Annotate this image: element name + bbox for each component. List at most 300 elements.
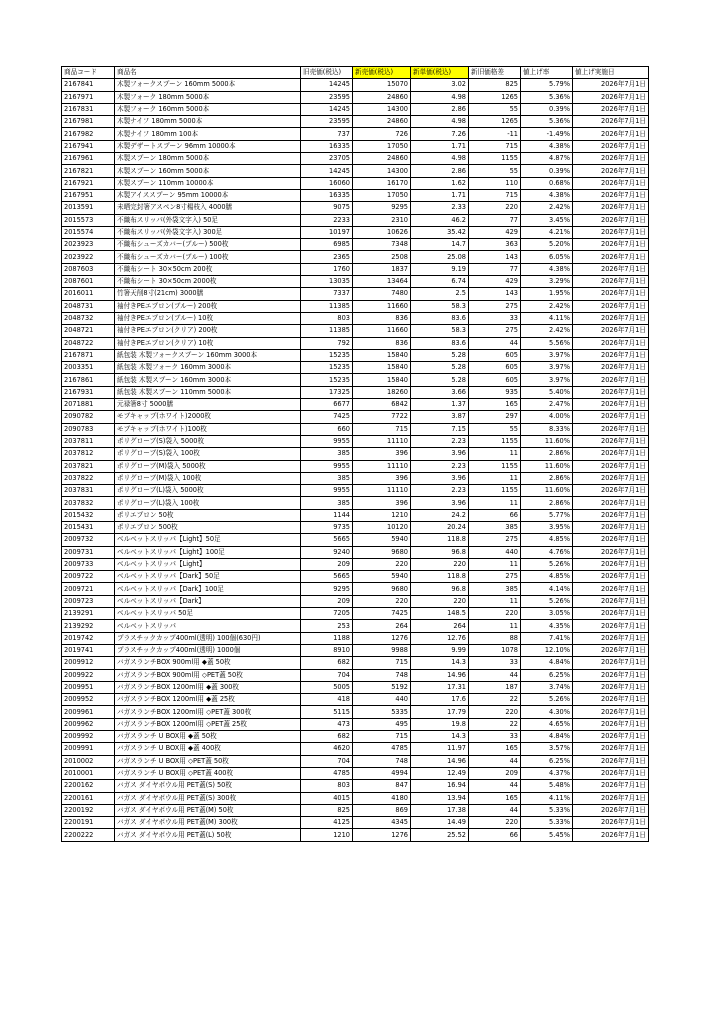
cell-product-code: 2010001 bbox=[62, 767, 115, 779]
cell-new-price: 2508 bbox=[353, 251, 411, 263]
cell-increase-rate: 4.38% bbox=[521, 140, 573, 152]
cell-product-code: 2037821 bbox=[62, 460, 115, 472]
cell-increase-rate: 6.05% bbox=[521, 251, 573, 263]
cell-product-code: 2200162 bbox=[62, 780, 115, 792]
cell-new-price: 17050 bbox=[353, 189, 411, 201]
cell-product-code: 2167831 bbox=[62, 103, 115, 115]
cell-new-unit-price: 3.87 bbox=[411, 411, 469, 423]
cell-new-price: 15840 bbox=[353, 374, 411, 386]
cell-increase-rate: 4.84% bbox=[521, 657, 573, 669]
cell-product-code: 2087603 bbox=[62, 263, 115, 275]
table-row bbox=[62, 694, 649, 706]
cell-product-name: 木製アイススプーン 95mm 10000本 bbox=[115, 189, 301, 201]
table-row bbox=[62, 312, 649, 324]
cell-new-unit-price: 14.49 bbox=[411, 817, 469, 829]
cell-old-price: 14245 bbox=[301, 103, 353, 115]
cell-effective-date: 2026年7月1日 bbox=[573, 755, 649, 767]
cell-price-difference: 66 bbox=[469, 829, 521, 841]
cell-new-price: 220 bbox=[353, 595, 411, 607]
cell-increase-rate: 4.30% bbox=[521, 706, 573, 718]
cell-price-difference: 33 bbox=[469, 731, 521, 743]
table-row bbox=[62, 239, 649, 251]
cell-effective-date: 2026年7月1日 bbox=[573, 657, 649, 669]
table-row bbox=[62, 435, 649, 447]
cell-product-name: バガス ダイヤボウル用 PET蓋(M) 50枚 bbox=[115, 804, 301, 816]
cell-product-code: 2009722 bbox=[62, 571, 115, 583]
cell-effective-date: 2026年7月1日 bbox=[573, 706, 649, 718]
cell-product-name: ポリグローブ(M)袋入 5000枚 bbox=[115, 460, 301, 472]
cell-old-price: 385 bbox=[301, 497, 353, 509]
cell-price-difference: 143 bbox=[469, 251, 521, 263]
cell-effective-date: 2026年7月1日 bbox=[573, 448, 649, 460]
cell-new-price: 7348 bbox=[353, 239, 411, 251]
cell-new-price: 15840 bbox=[353, 362, 411, 374]
cell-product-code: 2037822 bbox=[62, 472, 115, 484]
cell-effective-date: 2026年7月1日 bbox=[573, 743, 649, 755]
cell-product-name: ベルベットスリッパ【Light】50足 bbox=[115, 534, 301, 546]
cell-increase-rate: 4.38% bbox=[521, 263, 573, 275]
cell-price-difference: 11 bbox=[469, 558, 521, 570]
cell-effective-date: 2026年7月1日 bbox=[573, 411, 649, 423]
cell-new-price: 9680 bbox=[353, 583, 411, 595]
cell-price-difference: 77 bbox=[469, 214, 521, 226]
cell-price-difference: 22 bbox=[469, 694, 521, 706]
cell-product-code: 2009731 bbox=[62, 546, 115, 558]
table-row bbox=[62, 632, 649, 644]
cell-new-price: 4994 bbox=[353, 767, 411, 779]
cell-product-code: 2037831 bbox=[62, 485, 115, 497]
cell-increase-rate: 2.86% bbox=[521, 448, 573, 460]
table-row bbox=[62, 362, 649, 374]
table-row bbox=[62, 374, 649, 386]
cell-old-price: 792 bbox=[301, 337, 353, 349]
cell-price-difference: 88 bbox=[469, 632, 521, 644]
table-row bbox=[62, 743, 649, 755]
cell-effective-date: 2026年7月1日 bbox=[573, 153, 649, 165]
cell-product-name: ポリエプロン 50枚 bbox=[115, 509, 301, 521]
table-row bbox=[62, 448, 649, 460]
cell-new-price: 715 bbox=[353, 731, 411, 743]
cell-old-price: 253 bbox=[301, 620, 353, 632]
cell-old-price: 6677 bbox=[301, 399, 353, 411]
cell-new-unit-price: 3.66 bbox=[411, 386, 469, 398]
cell-new-price: 1210 bbox=[353, 509, 411, 521]
cell-old-price: 385 bbox=[301, 472, 353, 484]
cell-effective-date: 2026年7月1日 bbox=[573, 767, 649, 779]
cell-product-name: 紙包装 木製スプーン 110mm 5000本 bbox=[115, 386, 301, 398]
table-row bbox=[62, 140, 649, 152]
cell-new-price: 869 bbox=[353, 804, 411, 816]
cell-product-name: プラスチックカップ400ml(透明) 1000個 bbox=[115, 644, 301, 656]
cell-product-code: 2167821 bbox=[62, 165, 115, 177]
table-row bbox=[62, 817, 649, 829]
cell-product-name: ポリグローブ(S)袋入 100枚 bbox=[115, 448, 301, 460]
cell-new-price: 24860 bbox=[353, 116, 411, 128]
table-row bbox=[62, 718, 649, 730]
table-row bbox=[62, 485, 649, 497]
table-row bbox=[62, 79, 649, 91]
cell-price-difference: 220 bbox=[469, 706, 521, 718]
cell-old-price: 209 bbox=[301, 558, 353, 570]
table-row bbox=[62, 620, 649, 632]
cell-product-name: 木製フォークスプーン 160mm 5000本 bbox=[115, 79, 301, 91]
cell-old-price: 4785 bbox=[301, 767, 353, 779]
cell-product-code: 2009952 bbox=[62, 694, 115, 706]
cell-product-name: バガス ダイヤボウル用 PET蓋(L) 50枚 bbox=[115, 829, 301, 841]
cell-new-price: 715 bbox=[353, 423, 411, 435]
cell-product-code: 2009951 bbox=[62, 681, 115, 693]
cell-new-price: 7480 bbox=[353, 288, 411, 300]
cell-effective-date: 2026年7月1日 bbox=[573, 829, 649, 841]
cell-price-difference: -11 bbox=[469, 128, 521, 140]
table-row bbox=[62, 177, 649, 189]
cell-new-unit-price: 13.94 bbox=[411, 792, 469, 804]
cell-increase-rate: 5.33% bbox=[521, 804, 573, 816]
cell-new-price: 495 bbox=[353, 718, 411, 730]
cell-product-name: ベルベットスリッパ【Dark】 bbox=[115, 595, 301, 607]
cell-new-price: 5940 bbox=[353, 534, 411, 546]
cell-effective-date: 2026年7月1日 bbox=[573, 325, 649, 337]
cell-new-unit-price: 4.98 bbox=[411, 116, 469, 128]
cell-product-name: バガス ダイヤボウル用 PET蓋(S) 300枚 bbox=[115, 792, 301, 804]
table-row bbox=[62, 657, 649, 669]
cell-old-price: 7337 bbox=[301, 288, 353, 300]
cell-product-code: 2009721 bbox=[62, 583, 115, 595]
cell-product-code: 2167861 bbox=[62, 374, 115, 386]
cell-new-price: 396 bbox=[353, 497, 411, 509]
cell-new-unit-price: 1.37 bbox=[411, 399, 469, 411]
cell-new-price: 14300 bbox=[353, 165, 411, 177]
price-revision-table bbox=[61, 66, 649, 842]
cell-new-unit-price: 20.24 bbox=[411, 521, 469, 533]
cell-old-price: 5005 bbox=[301, 681, 353, 693]
cell-effective-date: 2026年7月1日 bbox=[573, 620, 649, 632]
cell-product-code: 2023922 bbox=[62, 251, 115, 263]
cell-increase-rate: 3.74% bbox=[521, 681, 573, 693]
cell-new-unit-price: 2.23 bbox=[411, 435, 469, 447]
cell-new-unit-price: 46.2 bbox=[411, 214, 469, 226]
cell-product-name: ポリグローブ(S)袋入 5000枚 bbox=[115, 435, 301, 447]
cell-price-difference: 715 bbox=[469, 189, 521, 201]
cell-product-code: 2167841 bbox=[62, 79, 115, 91]
cell-product-name: バガスランチ U BOX用 ◇PET蓋 400枚 bbox=[115, 767, 301, 779]
cell-old-price: 8910 bbox=[301, 644, 353, 656]
cell-new-price: 6842 bbox=[353, 399, 411, 411]
cell-product-code: 2003351 bbox=[62, 362, 115, 374]
cell-increase-rate: 4.14% bbox=[521, 583, 573, 595]
cell-product-name: 不織布スリッパ(外袋文字入) 300足 bbox=[115, 226, 301, 238]
cell-increase-rate: 3.97% bbox=[521, 349, 573, 361]
cell-new-unit-price: 264 bbox=[411, 620, 469, 632]
cell-new-price: 7425 bbox=[353, 608, 411, 620]
cell-new-price: 17050 bbox=[353, 140, 411, 152]
cell-new-unit-price: 220 bbox=[411, 558, 469, 570]
cell-new-unit-price: 58.3 bbox=[411, 300, 469, 312]
cell-increase-rate: 3.57% bbox=[521, 743, 573, 755]
cell-old-price: 11385 bbox=[301, 325, 353, 337]
cell-increase-rate: 8.33% bbox=[521, 423, 573, 435]
cell-price-difference: 11 bbox=[469, 595, 521, 607]
cell-old-price: 14245 bbox=[301, 165, 353, 177]
table-row bbox=[62, 386, 649, 398]
cell-product-name: ベルベットスリッパ【Dark】100足 bbox=[115, 583, 301, 595]
cell-price-difference: 11 bbox=[469, 472, 521, 484]
cell-price-difference: 935 bbox=[469, 386, 521, 398]
cell-old-price: 23595 bbox=[301, 91, 353, 103]
table-row bbox=[62, 644, 649, 656]
cell-new-price: 10626 bbox=[353, 226, 411, 238]
cell-new-price: 11110 bbox=[353, 485, 411, 497]
cell-old-price: 7425 bbox=[301, 411, 353, 423]
cell-new-price: 15070 bbox=[353, 79, 411, 91]
cell-effective-date: 2026年7月1日 bbox=[573, 595, 649, 607]
cell-old-price: 704 bbox=[301, 669, 353, 681]
cell-new-price: 1837 bbox=[353, 263, 411, 275]
cell-product-name: 木製スプーン 110mm 10000本 bbox=[115, 177, 301, 189]
cell-price-difference: 275 bbox=[469, 325, 521, 337]
cell-price-difference: 55 bbox=[469, 103, 521, 115]
cell-product-code: 2037811 bbox=[62, 435, 115, 447]
cell-increase-rate: 3.97% bbox=[521, 362, 573, 374]
cell-product-name: 木製フォーク 180mm 5000本 bbox=[115, 91, 301, 103]
table-row bbox=[62, 411, 649, 423]
cell-product-name: 木製ナイフ 180mm 5000本 bbox=[115, 116, 301, 128]
cell-product-code: 2048722 bbox=[62, 337, 115, 349]
cell-price-difference: 187 bbox=[469, 681, 521, 693]
cell-product-name: バガスランチ U BOX用 ◆蓋 400枚 bbox=[115, 743, 301, 755]
cell-product-code: 2200222 bbox=[62, 829, 115, 841]
table-row bbox=[62, 546, 649, 558]
cell-product-name: 竹箸天削8寸(21cm) 3000膳 bbox=[115, 288, 301, 300]
cell-price-difference: 825 bbox=[469, 79, 521, 91]
cell-price-difference: 11 bbox=[469, 620, 521, 632]
cell-increase-rate: 5.33% bbox=[521, 817, 573, 829]
cell-increase-rate: 4.38% bbox=[521, 189, 573, 201]
cell-price-difference: 55 bbox=[469, 423, 521, 435]
cell-new-unit-price: 24.2 bbox=[411, 509, 469, 521]
table-row bbox=[62, 780, 649, 792]
table-row bbox=[62, 288, 649, 300]
cell-effective-date: 2026年7月1日 bbox=[573, 558, 649, 570]
cell-new-unit-price: 2.5 bbox=[411, 288, 469, 300]
cell-price-difference: 66 bbox=[469, 509, 521, 521]
cell-new-unit-price: 25.08 bbox=[411, 251, 469, 263]
table-row bbox=[62, 829, 649, 841]
cell-old-price: 704 bbox=[301, 755, 353, 767]
cell-product-code: 2087601 bbox=[62, 276, 115, 288]
cell-effective-date: 2026年7月1日 bbox=[573, 804, 649, 816]
cell-increase-rate: 5.79% bbox=[521, 79, 573, 91]
table-row bbox=[62, 399, 649, 411]
cell-price-difference: 605 bbox=[469, 374, 521, 386]
cell-product-name: バガス ダイヤボウル用 PET蓋(M) 300枚 bbox=[115, 817, 301, 829]
cell-price-difference: 44 bbox=[469, 804, 521, 816]
cell-old-price: 1210 bbox=[301, 829, 353, 841]
cell-product-code: 2200192 bbox=[62, 804, 115, 816]
cell-new-unit-price: 118.8 bbox=[411, 571, 469, 583]
cell-product-name: 木製ナイフ 180mm 100本 bbox=[115, 128, 301, 140]
cell-effective-date: 2026年7月1日 bbox=[573, 128, 649, 140]
cell-product-code: 2167981 bbox=[62, 116, 115, 128]
cell-new-price: 11660 bbox=[353, 325, 411, 337]
cell-new-price: 1276 bbox=[353, 829, 411, 841]
cell-product-name: 元禄箸8寸 5000膳 bbox=[115, 399, 301, 411]
cell-price-difference: 429 bbox=[469, 276, 521, 288]
cell-effective-date: 2026年7月1日 bbox=[573, 571, 649, 583]
cell-old-price: 10197 bbox=[301, 226, 353, 238]
cell-new-price: 7722 bbox=[353, 411, 411, 423]
cell-effective-date: 2026年7月1日 bbox=[573, 472, 649, 484]
table-row bbox=[62, 251, 649, 263]
table-row bbox=[62, 460, 649, 472]
cell-increase-rate: 5.40% bbox=[521, 386, 573, 398]
cell-product-name: 不織布シューズカバー(ブルー) 500枚 bbox=[115, 239, 301, 251]
cell-effective-date: 2026年7月1日 bbox=[573, 140, 649, 152]
table-row bbox=[62, 534, 649, 546]
cell-increase-rate: 2.42% bbox=[521, 202, 573, 214]
cell-product-code: 2037832 bbox=[62, 497, 115, 509]
cell-product-code: 2167951 bbox=[62, 189, 115, 201]
cell-effective-date: 2026年7月1日 bbox=[573, 239, 649, 251]
cell-old-price: 803 bbox=[301, 780, 353, 792]
cell-old-price: 11385 bbox=[301, 300, 353, 312]
cell-effective-date: 2026年7月1日 bbox=[573, 485, 649, 497]
cell-old-price: 385 bbox=[301, 448, 353, 460]
cell-old-price: 4125 bbox=[301, 817, 353, 829]
cell-increase-rate: 1.95% bbox=[521, 288, 573, 300]
cell-increase-rate: 4.00% bbox=[521, 411, 573, 423]
table-row bbox=[62, 189, 649, 201]
cell-old-price: 418 bbox=[301, 694, 353, 706]
table-row bbox=[62, 263, 649, 275]
cell-new-price: 24860 bbox=[353, 91, 411, 103]
cell-new-unit-price: 58.3 bbox=[411, 325, 469, 337]
cell-price-difference: 44 bbox=[469, 780, 521, 792]
cell-old-price: 209 bbox=[301, 595, 353, 607]
cell-new-unit-price: 2.86 bbox=[411, 165, 469, 177]
cell-product-code: 2167961 bbox=[62, 153, 115, 165]
cell-product-code: 2023923 bbox=[62, 239, 115, 251]
cell-product-code: 2037812 bbox=[62, 448, 115, 460]
cell-price-difference: 220 bbox=[469, 608, 521, 620]
cell-increase-rate: 4.11% bbox=[521, 312, 573, 324]
table-row bbox=[62, 669, 649, 681]
cell-product-name: バガスランチBOX 1200ml用 ◆蓋 25枚 bbox=[115, 694, 301, 706]
cell-increase-rate: 3.45% bbox=[521, 214, 573, 226]
cell-effective-date: 2026年7月1日 bbox=[573, 91, 649, 103]
cell-effective-date: 2026年7月1日 bbox=[573, 583, 649, 595]
cell-new-price: 396 bbox=[353, 472, 411, 484]
table-row bbox=[62, 300, 649, 312]
cell-new-unit-price: 83.6 bbox=[411, 312, 469, 324]
cell-product-name: 木製フォーク 160mm 5000本 bbox=[115, 103, 301, 115]
cell-new-price: 15840 bbox=[353, 349, 411, 361]
cell-product-name: バガスランチBOX 1200ml用 ◆蓋 300枚 bbox=[115, 681, 301, 693]
cell-product-code: 2010002 bbox=[62, 755, 115, 767]
table-row bbox=[62, 214, 649, 226]
cell-product-code: 2200161 bbox=[62, 792, 115, 804]
cell-effective-date: 2026年7月1日 bbox=[573, 116, 649, 128]
cell-product-code: 2015573 bbox=[62, 214, 115, 226]
cell-new-unit-price: 96.8 bbox=[411, 583, 469, 595]
cell-product-name: バガス ダイヤボウル用 PET蓋(S) 50枚 bbox=[115, 780, 301, 792]
table-row bbox=[62, 325, 649, 337]
header-new-unit-price: 新単価(税込) bbox=[411, 67, 469, 79]
cell-product-code: 2009991 bbox=[62, 743, 115, 755]
cell-product-name: 木製デザートスプーン 96mm 10000本 bbox=[115, 140, 301, 152]
cell-effective-date: 2026年7月1日 bbox=[573, 718, 649, 730]
table-row bbox=[62, 706, 649, 718]
cell-product-name: 紙包装 木製フォークスプーン 160mm 3000本 bbox=[115, 349, 301, 361]
cell-product-name: ポリグローブ(M)袋入 100枚 bbox=[115, 472, 301, 484]
table-row bbox=[62, 472, 649, 484]
cell-effective-date: 2026年7月1日 bbox=[573, 780, 649, 792]
cell-product-code: 2019742 bbox=[62, 632, 115, 644]
cell-new-price: 11110 bbox=[353, 460, 411, 472]
cell-new-unit-price: 14.3 bbox=[411, 731, 469, 743]
cell-product-name: 袖付きPEエプロン(ブルー) 200枚 bbox=[115, 300, 301, 312]
cell-effective-date: 2026年7月1日 bbox=[573, 435, 649, 447]
cell-old-price: 4015 bbox=[301, 792, 353, 804]
cell-new-unit-price: 35.42 bbox=[411, 226, 469, 238]
cell-increase-rate: 11.60% bbox=[521, 460, 573, 472]
cell-product-code: 2019741 bbox=[62, 644, 115, 656]
cell-price-difference: 165 bbox=[469, 792, 521, 804]
cell-new-price: 836 bbox=[353, 337, 411, 349]
cell-old-price: 9735 bbox=[301, 521, 353, 533]
cell-increase-rate: 4.84% bbox=[521, 731, 573, 743]
cell-product-name: モブキャップ(ホワイト)2000枚 bbox=[115, 411, 301, 423]
cell-product-name: 袖付きPEエプロン(クリア) 10枚 bbox=[115, 337, 301, 349]
cell-increase-rate: 2.86% bbox=[521, 497, 573, 509]
cell-product-name: バガスランチBOX 1200ml用 ◇PET蓋 25枚 bbox=[115, 718, 301, 730]
cell-increase-rate: 4.65% bbox=[521, 718, 573, 730]
cell-product-name: 不織布シューズカバー(ブルー) 100枚 bbox=[115, 251, 301, 263]
cell-effective-date: 2026年7月1日 bbox=[573, 165, 649, 177]
header-price-difference: 新旧価格差 bbox=[469, 67, 521, 79]
cell-product-name: 不織布シート 30×50cm 200枚 bbox=[115, 263, 301, 275]
cell-new-price: 715 bbox=[353, 657, 411, 669]
cell-increase-rate: 3.95% bbox=[521, 521, 573, 533]
cell-increase-rate: 5.56% bbox=[521, 337, 573, 349]
cell-increase-rate: 5.20% bbox=[521, 239, 573, 251]
cell-product-code: 2167941 bbox=[62, 140, 115, 152]
header-row bbox=[62, 67, 649, 79]
cell-new-unit-price: 17.6 bbox=[411, 694, 469, 706]
cell-old-price: 803 bbox=[301, 312, 353, 324]
cell-increase-rate: 2.86% bbox=[521, 472, 573, 484]
table-row bbox=[62, 608, 649, 620]
table-row bbox=[62, 731, 649, 743]
cell-product-name: モブキャップ(ホワイト)100枚 bbox=[115, 423, 301, 435]
cell-product-name: ポリエプロン 500枚 bbox=[115, 521, 301, 533]
cell-effective-date: 2026年7月1日 bbox=[573, 681, 649, 693]
cell-product-name: 未晒完封箸アスペン8寸楊枝入 4000膳 bbox=[115, 202, 301, 214]
cell-old-price: 6985 bbox=[301, 239, 353, 251]
cell-increase-rate: 6.25% bbox=[521, 669, 573, 681]
table-row bbox=[62, 755, 649, 767]
cell-price-difference: 275 bbox=[469, 300, 521, 312]
cell-price-difference: 11 bbox=[469, 497, 521, 509]
cell-new-unit-price: 14.7 bbox=[411, 239, 469, 251]
cell-effective-date: 2026年7月1日 bbox=[573, 214, 649, 226]
header-effective-date: 値上げ実施日 bbox=[573, 67, 649, 79]
cell-price-difference: 33 bbox=[469, 657, 521, 669]
cell-effective-date: 2026年7月1日 bbox=[573, 497, 649, 509]
cell-product-name: 袖付きPEエプロン(ブルー) 10枚 bbox=[115, 312, 301, 324]
cell-product-code: 2167871 bbox=[62, 349, 115, 361]
cell-price-difference: 297 bbox=[469, 411, 521, 423]
